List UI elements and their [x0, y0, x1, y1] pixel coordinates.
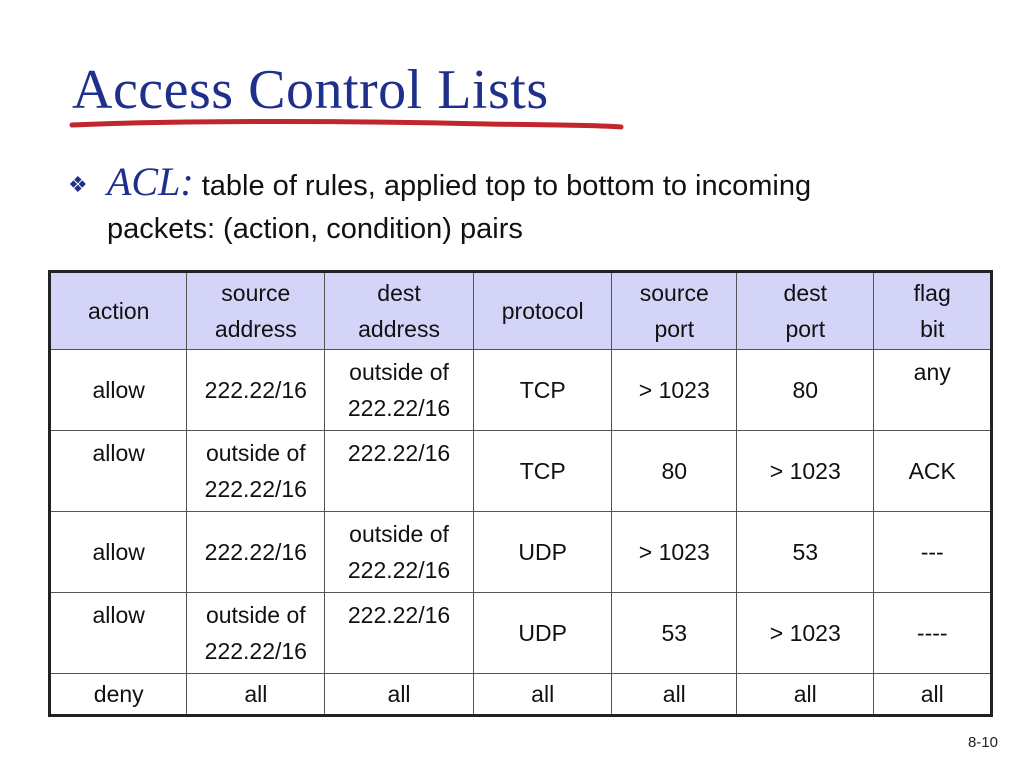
- cell-dest-address: all: [325, 674, 474, 716]
- cell-action: allow: [50, 431, 187, 512]
- cell-flag-bit: ---: [874, 512, 992, 593]
- cell-source-address: 222.22/16: [187, 512, 325, 593]
- cell-source-port: all: [612, 674, 737, 716]
- table-row: [50, 512, 992, 593]
- bullet-description: table of rules, applied top to bottom to incoming packets: (action, condition) pairs: [107, 170, 812, 245]
- acl-table: [48, 270, 993, 717]
- cell-action: allow: [50, 593, 187, 674]
- cell-source-address: outside of 222.22/16: [187, 431, 325, 512]
- cell-source-port: > 1023: [612, 512, 737, 593]
- bullet-text: [107, 160, 907, 251]
- cell-dest-port: 53: [737, 512, 874, 593]
- cell-source-address: outside of 222.22/16: [187, 593, 325, 674]
- cell-protocol: TCP: [473, 350, 612, 431]
- cell-dest-port: 80: [737, 350, 874, 431]
- cell-source-port: > 1023: [612, 350, 737, 431]
- title-underline: [68, 116, 628, 132]
- cell-protocol: UDP: [473, 593, 612, 674]
- cell-action: allow: [50, 512, 187, 593]
- cell-dest-address: 222.22/16: [325, 593, 474, 674]
- header-action: action: [50, 272, 187, 350]
- table-row: [50, 674, 992, 716]
- slide-title: Access Control Lists: [72, 59, 549, 121]
- table-row: [50, 350, 992, 431]
- page-number: 8-10: [967, 734, 998, 751]
- diamond-bullet-icon: ❖: [68, 172, 88, 197]
- header-dest-address: dest address: [325, 272, 474, 350]
- header-source-port: source port: [612, 272, 737, 350]
- cell-flag-bit: any: [874, 350, 992, 431]
- cell-flag-bit: ACK: [874, 431, 992, 512]
- bullet-term: ACL:: [107, 159, 194, 204]
- cell-source-port: 53: [612, 593, 737, 674]
- cell-source-address: 222.22/16: [187, 350, 325, 431]
- cell-action: deny: [50, 674, 187, 716]
- header-source-address: source address: [187, 272, 325, 350]
- table-row: [50, 593, 992, 674]
- cell-source-port: 80: [612, 431, 737, 512]
- cell-dest-port: > 1023: [737, 593, 874, 674]
- cell-dest-address: outside of 222.22/16: [325, 350, 474, 431]
- cell-dest-port: > 1023: [737, 431, 874, 512]
- table-header-row: [50, 272, 992, 350]
- header-protocol: protocol: [473, 272, 612, 350]
- cell-dest-address: outside of 222.22/16: [325, 512, 474, 593]
- cell-flag-bit: all: [874, 674, 992, 716]
- cell-dest-port: all: [737, 674, 874, 716]
- cell-action: allow: [50, 350, 187, 431]
- cell-source-address: all: [187, 674, 325, 716]
- cell-dest-address: 222.22/16: [325, 431, 474, 512]
- header-flag-bit: flag bit: [874, 272, 992, 350]
- table-row: [50, 431, 992, 512]
- header-dest-port: dest port: [737, 272, 874, 350]
- cell-protocol: TCP: [473, 431, 612, 512]
- cell-flag-bit: ----: [874, 593, 992, 674]
- cell-protocol: UDP: [473, 512, 612, 593]
- cell-protocol: all: [473, 674, 612, 716]
